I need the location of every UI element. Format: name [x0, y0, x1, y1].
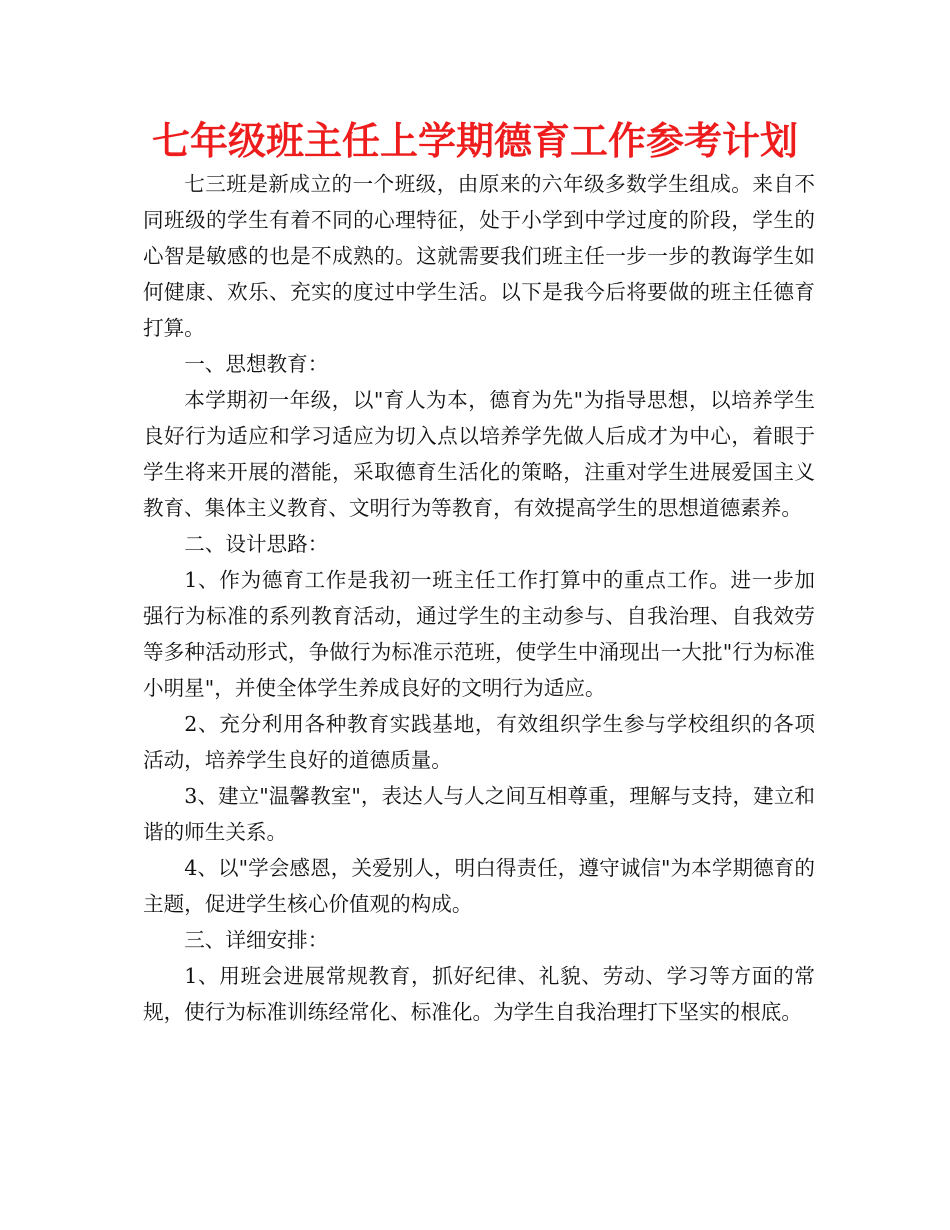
section-heading-1: 一、思想教育：	[184, 352, 329, 376]
paragraph-design-4: 4、以"学会感恩，关爱别人，明白得责任，遵守诚信"为本学期德育的主题，促进学生核心价值观的构成。	[143, 856, 815, 916]
paragraph-design-2: 2、充分利用各种教育实践基地，有效组织学生参与学校组织的各项活动，培养学生良好的道德质量。	[143, 712, 815, 772]
paragraph-design-3: 3、建立"温馨教室"，表达人与人之间互相尊重，理解与支持，建立和谐的师生关系。	[143, 784, 815, 844]
section-heading-2: 二、设计思路：	[184, 532, 329, 556]
paragraph-design-1: 1、作为德育工作是我初一班主任工作打算中的重点工作。进一步加强行为标准的系列教育活动，通过学生的主动参与、自我治理、自我效劳等多种活动形式，争做行为标准示范班，使学生中涌现出一大批"行为标准小明星"，并使全体学生养成良好的文明行为适应。	[143, 568, 815, 700]
section-heading-3: 三、详细安排：	[184, 928, 329, 952]
document-title: 七年级班主任上学期德育工作参考计划	[151, 119, 798, 163]
paragraph-ideology: 本学期初一年级，以"育人为本，德育为先"为指导思想，以培养学生良好行为适应和学习适应为切入点以培养学先做人后成才为中心，着眼于学生将来开展的潜能，采取德育生活化的策略，注重对学生进展爱国主义教育、集体主义教育、文明行为等教育，有效提高学生的思想道德素养。	[143, 388, 815, 520]
paragraph-intro: 七三班是新成立的一个班级，由原来的六年级多数学生组成。来自不同班级的学生有着不同的心理特征，处于小学到中学过度的阶段，学生的心智是敏感的也是不成熟的。这就需要我们班主任一步一步的教诲学生如何健康、欢乐、充实的度过中学生活。以下是我今后将要做的班主任德育打算。	[143, 172, 815, 340]
paragraph-plan-1: 1、用班会进展常规教育，抓好纪律、礼貌、劳动、学习等方面的常规，使行为标准训练经常化、标准化。为学生自我治理打下坚实的根底。	[143, 964, 815, 1024]
document-body	[143, 166, 815, 1030]
